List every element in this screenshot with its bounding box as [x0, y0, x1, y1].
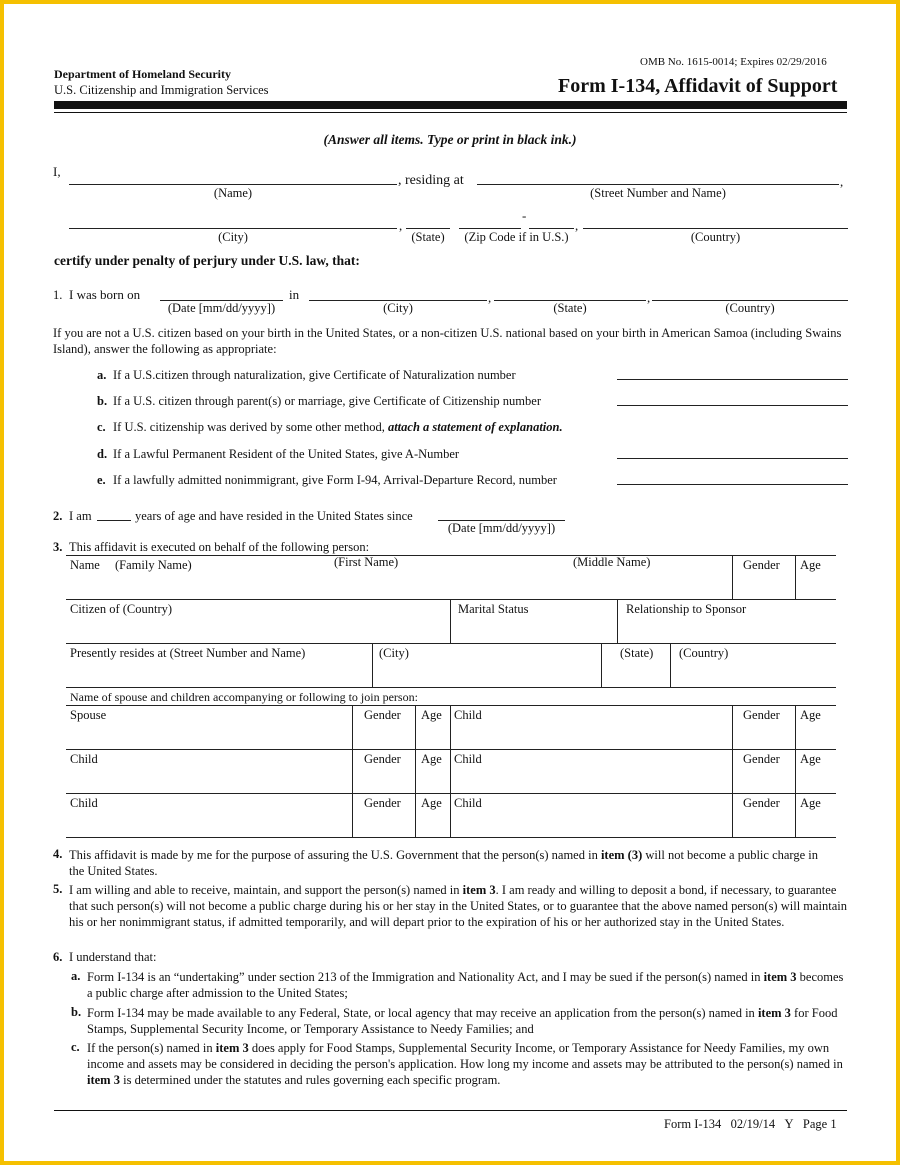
item6c-label: c.: [71, 1040, 80, 1054]
country-field[interactable]: [583, 228, 848, 229]
zip-ext-field[interactable]: [529, 228, 574, 229]
omb-number: OMB No. 1615-0014; Expires 02/29/2016: [640, 56, 827, 68]
age-label: Age: [800, 796, 821, 810]
child-label: Child: [454, 708, 482, 722]
item1c-label: c.: [97, 420, 106, 434]
item1a-label: a.: [97, 368, 107, 382]
birth-date-caption: (Date [mm/dd/yyyy]): [167, 301, 276, 315]
item1d-text: If a Lawful Permanent Resident of the United States, give A-Number: [113, 447, 460, 461]
age-label: Age: [421, 708, 442, 722]
comma: ,: [575, 218, 579, 233]
form-title: Form I-134, Affidavit of Support: [558, 75, 838, 97]
form-page: [4, 4, 896, 1161]
item6b-text: Form I-134 may be made available to any Federal, State, or local agency that may receive an application from the person(s) named in item 3 for Food Stamps, Supplemental Security Income, or Temporary Assistance to Needy Families; and: [87, 1006, 838, 1036]
name-field[interactable]: [69, 184, 397, 185]
item4-text: This affidavit is made by me for the purpose of assuring the U.S. Government that the person(s) named in item (3) will not become a public charge in the United States.: [69, 848, 819, 878]
residing-at-label: , residing at: [398, 173, 464, 188]
spouse-label: Spouse: [70, 708, 107, 722]
age-field[interactable]: [97, 520, 131, 521]
item6a-text: Form I-134 is an “undertaking” under section 213 of the Immigration and Nationality Act, and I may be sued if the person(s) named in item 3 becomes a public charge after admission to the United States;: [87, 970, 844, 1000]
certify-statement: certify under penalty of perjury under U.S. law, that:: [54, 253, 360, 268]
age-label: Age: [800, 558, 821, 572]
age-label: Age: [421, 752, 442, 766]
comma: ,: [647, 290, 651, 305]
spouse-children-label: Name of spouse and children accompanying or following to join person:: [70, 690, 418, 704]
first-name-label: (First Name): [334, 555, 399, 569]
header-rule: [54, 101, 847, 109]
item1a-text: If a U.S.citizen through naturalization, give Certificate of Naturalization number: [113, 368, 516, 382]
marital-status-label: Marital Status: [458, 602, 529, 616]
comma: ,: [399, 218, 403, 233]
residence-date-caption: (Date [mm/dd/yyyy]): [447, 521, 556, 535]
birth-country-caption: (Country): [725, 301, 775, 315]
item6-number: 6.: [53, 950, 63, 964]
age-label: Age: [421, 796, 442, 810]
item2-text-b: years of age and have resided in the United States since: [135, 509, 413, 523]
i94-number-field[interactable]: [617, 484, 848, 485]
state-caption: (State): [411, 230, 445, 244]
item1b-text: If a U.S. citizen through parent(s) or marriage, give Certificate of Citizenship number: [113, 394, 541, 408]
child-label: Child: [454, 796, 482, 810]
city-caption: (City): [218, 230, 248, 244]
item2-text-a: I am: [69, 509, 92, 523]
street-field[interactable]: [477, 184, 839, 185]
gender-label: Gender: [743, 796, 780, 810]
child-label: Child: [70, 796, 98, 810]
gender-label: Gender: [743, 708, 780, 722]
intro-i: I,: [53, 164, 61, 179]
item1-note: If you are not a U.S. citizen based on your birth in the United States, or a non-citizen U.S. national based on your birth in American Samoa (including Swains Island), answer the following as appropriate:: [53, 326, 842, 356]
footer-form: Form I-134 02/19/14 Y Page 1: [664, 1117, 837, 1131]
item3-text: This affidavit is executed on behalf of the following person:: [69, 540, 370, 554]
name-caption: (Name): [213, 186, 253, 200]
comma: ,: [840, 174, 844, 189]
child-label: Child: [70, 752, 98, 766]
resides-state-label: (State): [620, 646, 654, 660]
item5-text: I am willing and able to receive, maintain, and support the person(s) named in item 3. I am ready and willing to deposit a bond, if necessary, to guarantee that such person(s) will not become a public charge during his or her stay in the United States, or to guarantee that the above named person(s) will maintain his or her nonimmigrant status, if admitted temporarily, and will depart prior to the expiration of his or her authorized stay in the United States.: [69, 883, 848, 929]
naturalization-number-field[interactable]: [617, 379, 848, 380]
gender-label: Gender: [743, 752, 780, 766]
instructions: (Answer all items. Type or print in black ink.): [323, 132, 577, 147]
citizen-of-label: Citizen of (Country): [70, 602, 173, 616]
citizenship-number-field[interactable]: [617, 405, 848, 406]
item1-text: I was born on: [69, 287, 141, 302]
relationship-label: Relationship to Sponsor: [626, 602, 747, 616]
street-caption: (Street Number and Name): [590, 186, 726, 200]
zip-field[interactable]: [459, 228, 521, 229]
footer-rule: [54, 1110, 847, 1111]
age-label: Age: [800, 752, 821, 766]
item1c-text: If U.S. citizenship was derived by some other method, attach a statement of explanation.: [113, 420, 563, 434]
comma: ,: [488, 290, 492, 305]
city-field[interactable]: [69, 228, 397, 229]
item4-number: 4.: [53, 847, 63, 861]
resides-at-label: Presently resides at (Street Number and Name): [70, 646, 306, 660]
a-number-field[interactable]: [617, 458, 848, 459]
country-caption: (Country): [690, 230, 741, 244]
item1d-label: d.: [97, 447, 108, 461]
zip-dash: -: [522, 208, 527, 223]
birth-state-caption: (State): [553, 301, 587, 315]
item3-number: 3.: [53, 540, 63, 554]
age-label: Age: [800, 708, 821, 722]
middle-name-label: (Middle Name): [573, 555, 651, 569]
gender-label: Gender: [364, 796, 401, 810]
header-rule-thin: [54, 112, 847, 113]
item5-number: 5.: [53, 882, 63, 896]
item1e-label: e.: [97, 473, 106, 487]
state-field[interactable]: [406, 228, 450, 229]
family-name-label: (Family Name): [115, 558, 192, 572]
item6a-label: a.: [71, 969, 81, 983]
child-label: Child: [454, 752, 482, 766]
resides-country-label: (Country): [679, 646, 729, 660]
item1-in: in: [289, 287, 300, 302]
item1b-label: b.: [97, 394, 108, 408]
item1e-text: If a lawfully admitted nonimmigrant, give Form I-94, Arrival-Departure Record, number: [113, 473, 557, 487]
item6b-label: b.: [71, 1005, 82, 1019]
gender-label: Gender: [364, 708, 401, 722]
zip-caption: (Zip Code if in U.S.): [464, 230, 569, 244]
item6-text: I understand that:: [69, 950, 157, 964]
agency-name: U.S. Citizenship and Immigration Services: [54, 83, 269, 97]
name-label: Name: [70, 558, 100, 572]
resides-city-label: (City): [379, 646, 409, 660]
department-name: Department of Homeland Security: [54, 67, 231, 81]
item1-number: 1.: [53, 288, 63, 302]
gender-label: Gender: [743, 558, 780, 572]
item6c-text: If the person(s) named in item 3 does apply for Food Stamps, Supplemental Security Income, or Temporary Assistance for Needy Families, my own income and assets may be considered in deciding the person's application. How long my income and assets may be attributed to the person(s) named in item 3 is determined under the statutes and rules governing each specific program.: [87, 1041, 843, 1087]
item2-number: 2.: [53, 509, 63, 523]
gender-label: Gender: [364, 752, 401, 766]
birth-city-caption: (City): [383, 301, 413, 315]
